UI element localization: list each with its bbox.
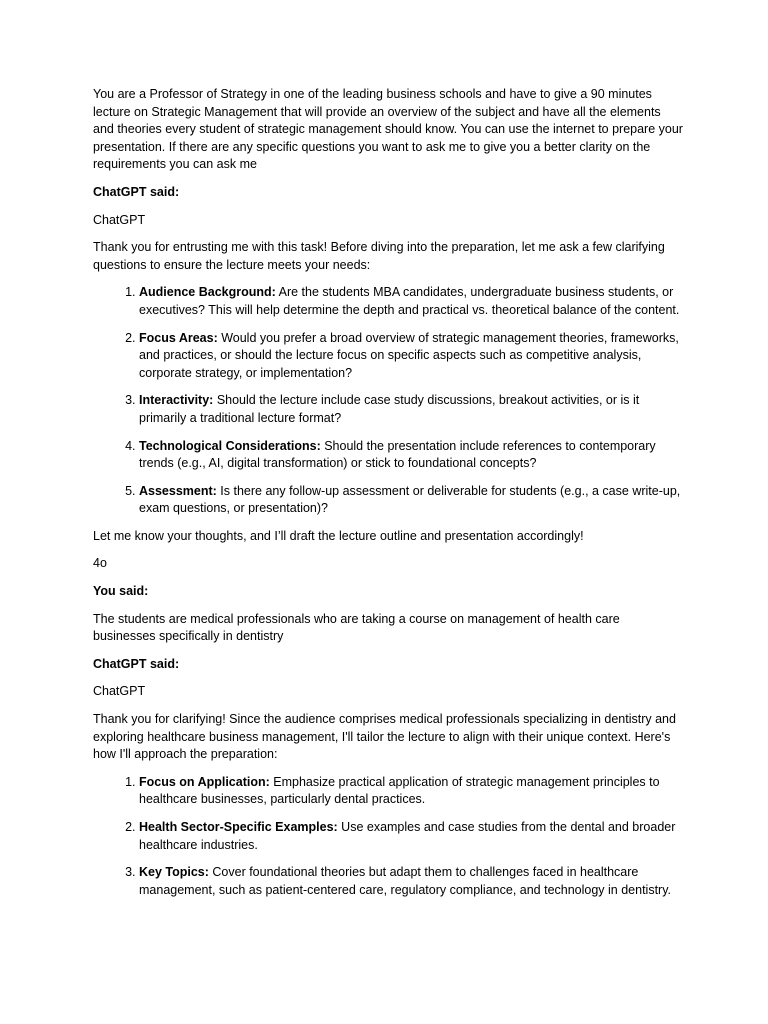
- list-item: [139, 284, 683, 319]
- list-item: [139, 819, 683, 854]
- list-item-text: Emphasize practical application of strategic management principles to healthcare businesses, particularly dental practices.: [139, 774, 660, 807]
- list-item-text: Are the students MBA candidates, undergraduate business students, or executives? This will help determine the depth and practical vs. theoretical balance of the content.: [139, 285, 680, 317]
- list-item-title: Focus Areas:: [139, 330, 218, 345]
- document-page: [93, 86, 683, 909]
- list-item-text: Is there any follow-up assessment or deliverable for students (e.g., a case write-up, exam questions, or presentation)?: [139, 483, 681, 516]
- clarifying-questions-list: [93, 284, 683, 518]
- reply1-intro: Thank you for entrusting me with this task! Before diving into the preparation, let me ask a few clarifying questions to ensure the lecture meets your needs:: [93, 240, 665, 272]
- chatgpt-said-label-1: ChatGPT said:: [93, 184, 180, 199]
- list-item-title: Assessment:: [139, 483, 217, 498]
- chatgpt-name-2: ChatGPT: [93, 684, 146, 699]
- list-item-title: Technological Considerations:: [139, 438, 321, 453]
- list-item: [139, 438, 683, 473]
- list-item: [139, 483, 683, 518]
- list-item-title: Interactivity:: [139, 393, 214, 408]
- list-item: [139, 392, 683, 427]
- reply1-outro: Let me know your thoughts, and I’ll draft the lecture outline and presentation accordingly!: [93, 528, 584, 543]
- list-item: [139, 864, 683, 899]
- list-item-text: Should the lecture include case study discussions, breakout activities, or is it primarily a traditional lecture format?: [139, 393, 640, 425]
- list-item-text: Use examples and case studies from the dental and broader healthcare industries.: [139, 820, 676, 852]
- you-said-label: You said:: [93, 584, 149, 599]
- chatgpt-said-label-2: ChatGPT said:: [93, 656, 180, 671]
- list-item-title: Audience Background:: [139, 285, 276, 300]
- list-item: [139, 330, 683, 383]
- user-prompt: You are a Professor of Strategy in one of the leading business schools and have to give a 90 minutes lecture on Strategic Management that will provide an overview of the subject and have all the elements and theories every student of strategic management should know. You can use the internet to prepare your presentation. If there are any specific questions you want to ask me to give you a better clarity on the requirements you can ask me: [93, 87, 683, 172]
- list-item-text: Should the presentation include references to contemporary trends (e.g., AI, digital transformation) or stick to foundational concepts?: [139, 438, 656, 471]
- list-item-title: Health Sector-Specific Examples:: [139, 820, 338, 834]
- chatgpt-name-1: ChatGPT: [93, 212, 146, 227]
- list-item-text: Would you prefer a broad overview of strategic management theories, frameworks, and practices, or should the lecture focus on specific aspects such as competitive analysis, corporate strategy, or implementation?: [139, 330, 679, 380]
- model-label: 4o: [93, 556, 107, 571]
- approach-list: [93, 774, 683, 900]
- user-message-2: The students are medical professionals who are taking a course on management of health care businesses specifically in dentistry: [93, 611, 620, 644]
- list-item-title: Focus on Application:: [139, 774, 270, 789]
- reply2-intro: Thank you for clarifying! Since the audience comprises medical professionals specializing in dentistry and exploring healthcare business management, I'll tailor the lecture to align with their unique context. Here's how I'll approach the preparation:: [93, 712, 676, 762]
- list-item: [139, 774, 683, 809]
- list-item-title: Key Topics:: [139, 865, 209, 880]
- list-item-text: Cover foundational theories but adapt them to challenges faced in healthcare management, such as patient-centered care, regulatory compliance, and technology in dentistry.: [139, 865, 672, 897]
